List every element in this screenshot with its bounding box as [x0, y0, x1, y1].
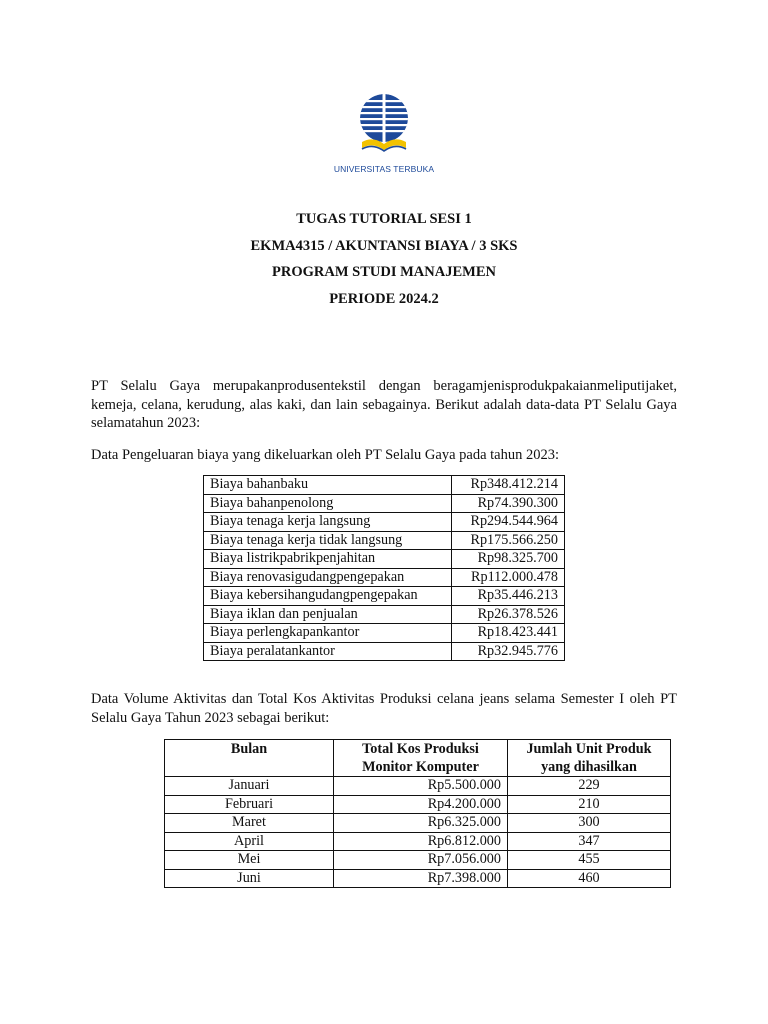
units-cell: 460 [508, 869, 671, 888]
table-row [204, 513, 565, 532]
table-row [204, 550, 565, 569]
table-row [204, 587, 565, 606]
cost-intro: Data Pengeluaran biaya yang dikeluarkan oleh PT Selalu Gaya pada tahun 2023: [91, 447, 560, 463]
month-cell: Maret [165, 814, 334, 833]
cost-label: Biaya iklan dan penjualan [204, 605, 452, 624]
month-cell: Februari [165, 795, 334, 814]
cost-label: Biaya renovasigudangpengepakan [204, 568, 452, 587]
cost-value: Rp112.000.478 [452, 568, 565, 587]
cost-value: Rp98.325.700 [452, 550, 565, 569]
units-cell: 455 [508, 851, 671, 870]
units-cell: 210 [508, 795, 671, 814]
cost-cell: Rp6.325.000 [334, 814, 508, 833]
header-total-kos [334, 740, 508, 777]
volume-table [164, 739, 671, 888]
table-header-row [165, 740, 671, 777]
volume-intro: Data Volume Aktivitas dan Total Kos Aktivitas Produksi celana jeans selama Semester I oleh PT Selalu Gaya Tahun 2023 sebagai berikut: [91, 691, 677, 726]
header-text: Total Kos Produksi [362, 741, 479, 757]
month-cell: Juni [165, 869, 334, 888]
table-row [204, 531, 565, 550]
intro-paragraph: PT Selalu Gaya merupakanprodusentekstil dengan beragamjenisprodukpakaianmeliputijaket, kemeja, celana, kerudung, alas kaki, dan lain sebagainya. Berikut adalah data-data PT Selalu Gaya selamatahun 2023: [91, 378, 677, 431]
cost-cell: Rp4.200.000 [334, 795, 508, 814]
cost-value: Rp74.390.300 [452, 494, 565, 513]
cost-cell: Rp6.812.000 [334, 832, 508, 851]
month-cell: Mei [165, 851, 334, 870]
title-line-4: PERIODE 2024.2 [329, 290, 439, 307]
universitas-terbuka-emblem-icon [358, 92, 410, 160]
header-text: yang dihasilkan [541, 758, 637, 775]
cost-label: Biaya kebersihangudangpengepakan [204, 587, 452, 606]
units-cell: 347 [508, 832, 671, 851]
header-text: Jumlah Unit Produk [526, 741, 652, 757]
cost-value: Rp35.446.213 [452, 587, 565, 606]
header-bulan [165, 740, 334, 777]
table-row [204, 494, 565, 513]
table-row [204, 568, 565, 587]
table-row [165, 832, 671, 851]
cost-table [203, 475, 565, 661]
title-line-1: TUGAS TUTORIAL SESI 1 [296, 211, 472, 227]
month-cell: Januari [165, 777, 334, 796]
cost-label: Biaya peralatankantor [204, 642, 452, 661]
title-line-2: EKMA4315 / AKUNTANSI BIAYA / 3 SKS [250, 237, 518, 254]
table-row [204, 476, 565, 495]
table-row [165, 851, 671, 870]
table-row [204, 605, 565, 624]
cost-value: Rp294.544.964 [452, 513, 565, 532]
cost-cell: Rp7.398.000 [334, 869, 508, 888]
table-row [204, 642, 565, 661]
cost-value: Rp18.423.441 [452, 624, 565, 643]
header-text: Bulan [230, 741, 268, 757]
month-cell: April [165, 832, 334, 851]
table-row [165, 814, 671, 833]
cost-label: Biaya tenaga kerja tidak langsung [204, 531, 452, 550]
cost-value: Rp348.412.214 [452, 476, 565, 495]
university-logo [320, 92, 448, 176]
document-titles [0, 210, 768, 316]
units-cell: 300 [508, 814, 671, 833]
cost-label: Biaya listrikpabrikpenjahitan [204, 550, 452, 569]
cost-value: Rp32.945.776 [452, 642, 565, 661]
logo-text: UNIVERSITAS TERBUKA [333, 164, 435, 174]
header-text: Monitor Komputer [362, 758, 479, 775]
units-cell: 229 [508, 777, 671, 796]
table-row [165, 795, 671, 814]
cost-label: Biaya bahanbaku [204, 476, 452, 495]
title-line-3: PROGRAM STUDI MANAJEMEN [272, 264, 496, 280]
cost-label: Biaya perlengkapankantor [204, 624, 452, 643]
cost-label: Biaya bahanpenolong [204, 494, 452, 513]
table-row [165, 777, 671, 796]
cost-cell: Rp5.500.000 [334, 777, 508, 796]
cost-value: Rp26.378.526 [452, 605, 565, 624]
cost-label: Biaya tenaga kerja langsung [204, 513, 452, 532]
table-row [204, 624, 565, 643]
header-jumlah-unit [508, 740, 671, 777]
cost-value: Rp175.566.250 [452, 531, 565, 550]
cost-cell: Rp7.056.000 [334, 851, 508, 870]
table-row [165, 869, 671, 888]
